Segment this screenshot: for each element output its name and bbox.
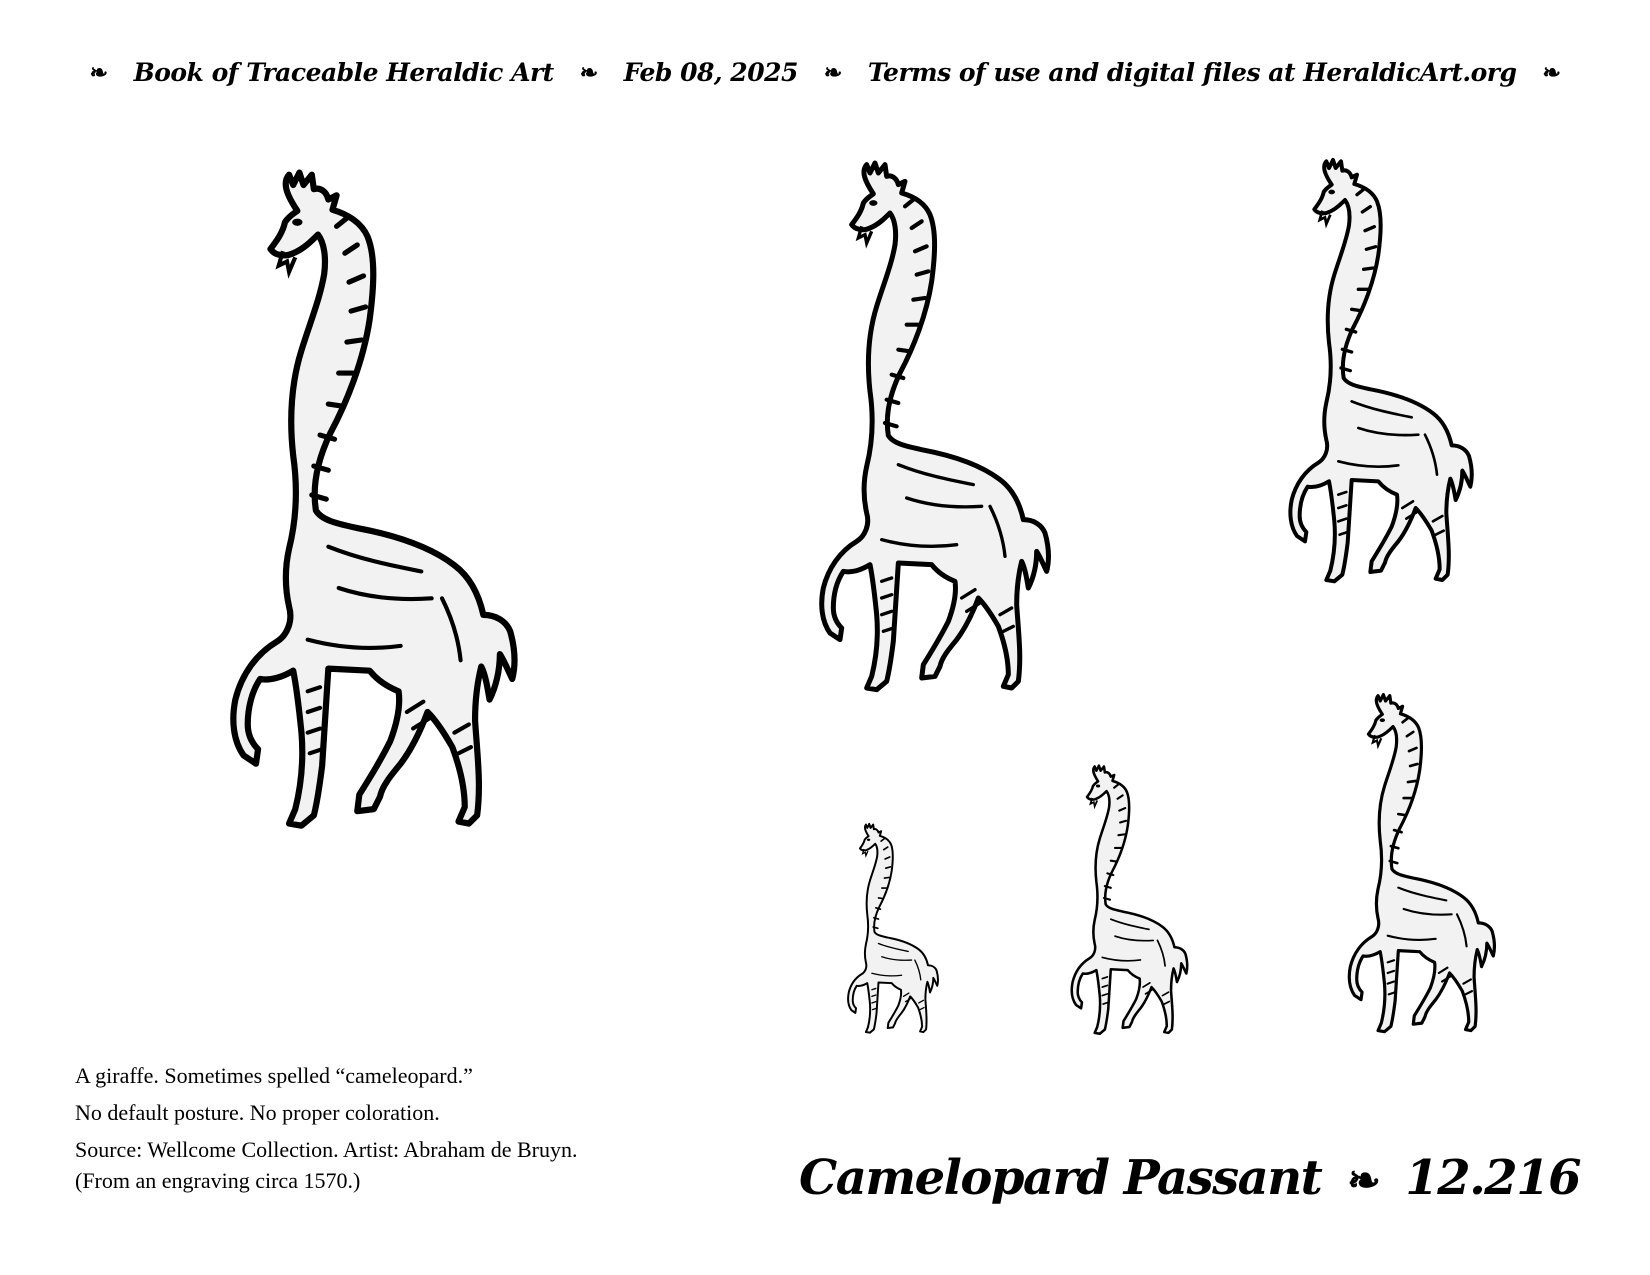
posture-text: No default posture. No proper coloration. [75,1100,440,1125]
book-title: Book of Traceable Heraldic Art [133,58,554,87]
publication-date: Feb 08, 2025 [623,58,798,87]
fleuron-icon: ❧ [823,59,842,86]
page-header [0,58,1650,87]
giraffe-engraving-icon [815,148,1065,698]
plate-number: 12.216 [1405,1150,1580,1206]
giraffe-engraving-icon [1285,148,1485,588]
fleuron-icon: ❧ [579,59,598,86]
description-text: A giraffe. Sometimes spelled “cameleopard.” [75,1063,473,1088]
camelopard-medium-1-figure [815,148,1065,698]
engraving-text: (From an engraving circa 1570.) [75,1168,361,1193]
fleuron-icon: ❧ [89,59,108,86]
fleuron-icon: ❧ [1347,1157,1380,1204]
fleuron-icon: ❧ [1542,59,1561,86]
plate-title [799,1150,1580,1206]
giraffe-engraving-icon [845,818,945,1036]
giraffe-engraving-icon [1345,685,1505,1037]
giraffe-engraving-icon [225,150,535,840]
camelopard-small-3-figure [1345,685,1505,1037]
camelopard-small-2-figure [1068,758,1196,1038]
camelopard-small-1-figure [845,818,945,1036]
source-text: Source: Wellcome Collection. Artist: Abraham de Bruyn. [75,1137,578,1162]
charge-name: Camelopard Passant [799,1150,1322,1206]
camelopard-medium-2-figure [1285,148,1485,588]
camelopard-large-figure [225,150,535,840]
description-notes [75,1060,715,1196]
terms-of-use: Terms of use and digital files at HeraldicArt.org [867,58,1517,87]
giraffe-engraving-icon [1068,758,1196,1038]
